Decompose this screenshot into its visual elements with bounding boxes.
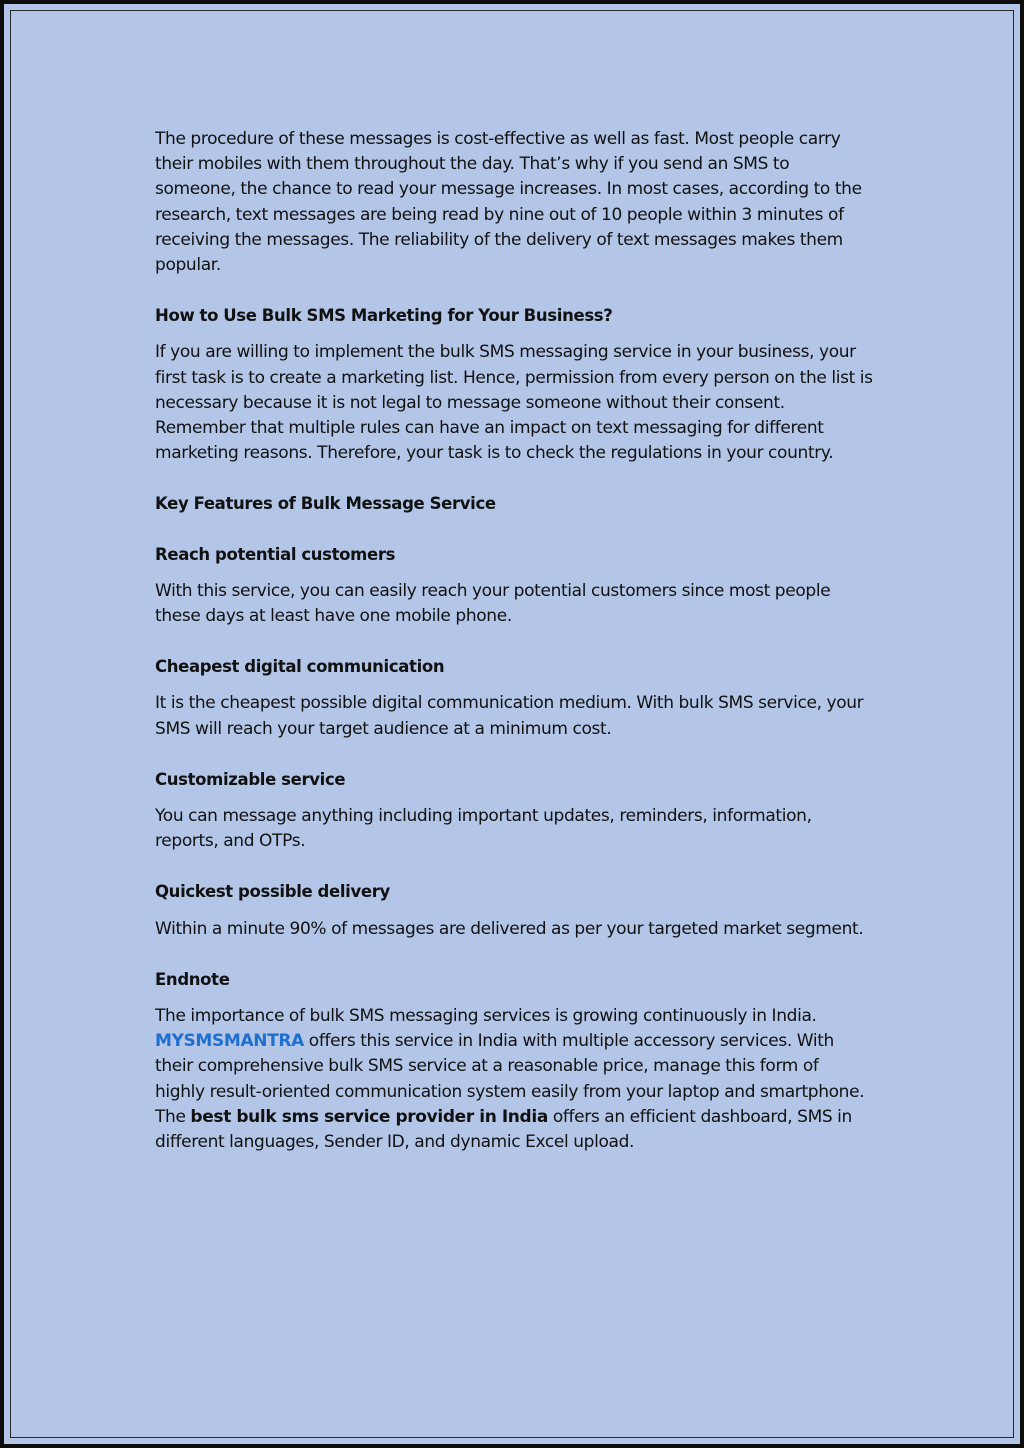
endnote-text-part1: The importance of bulk SMS messaging services is growing continuously in India. bbox=[155, 1006, 817, 1027]
feature-heading-reach: Reach potential customers bbox=[155, 544, 396, 564]
feature-body-delivery: Within a minute 90% of messages are delivered as per your targeted market segment. bbox=[155, 918, 864, 939]
endnote-heading: Endnote bbox=[155, 969, 230, 989]
endnote-text-part3: offers an efficient dashboard, SMS in different languages, Sender ID, and dynamic Excel upload. bbox=[155, 1106, 852, 1153]
mysmsmantra-link[interactable]: MYSMSMANTRA bbox=[155, 1031, 304, 1052]
feature-body-customizable: You can message anything including important updates, reminders, information, reports, and OTPs. bbox=[155, 806, 812, 852]
endnote-bold-text: best bulk sms service provider in India bbox=[190, 1106, 548, 1127]
key-features-heading: Key Features of Bulk Message Service bbox=[155, 494, 496, 514]
section-body-use: If you are willing to implement the bulk SMS messaging service in your business, your first task is to create a marketing list. Hence, permission from every person on the list is necessary because it is not legal to message someone without their consent. Remember that multiple rules can have an impact on text messaging for different marketing reasons. Therefore, your task is to check the regulations in your country. bbox=[155, 342, 873, 464]
endnote-text-part2: offers this service in India with multiple accessory services. With their comprehensive bulk SMS service at a reasonable price, manage this form of highly result-oriented communication system easily from your laptop and smartphone. The bbox=[155, 1031, 865, 1127]
feature-body-reach: With this service, you can easily reach your potential customers since most people these days at least have one mobile phone. bbox=[155, 580, 831, 627]
document-body bbox=[155, 127, 873, 1155]
feature-heading-cheapest: Cheapest digital communication bbox=[155, 657, 445, 677]
section-heading-use: How to Use Bulk SMS Marketing for Your Business? bbox=[155, 306, 613, 326]
intro-paragraph: The procedure of these messages is cost-effective as well as fast. Most people carry their mobiles with them throughout the day. That’s why if you send an SMS to someone, the chance to read your message increases. In most cases, according to the research, text messages are being read by nine out of 10 people within 3 minutes of receiving the messages. The reliability of the delivery of text messages makes them popular. bbox=[155, 129, 862, 276]
endnote-paragraph bbox=[155, 1004, 873, 1155]
feature-heading-delivery: Quickest possible delivery bbox=[155, 882, 390, 902]
feature-heading-customizable: Customizable service bbox=[155, 769, 346, 789]
feature-body-cheapest: It is the cheapest possible digital communication medium. With bulk SMS service, your SMS will reach your target audience at a minimum cost. bbox=[155, 693, 864, 739]
